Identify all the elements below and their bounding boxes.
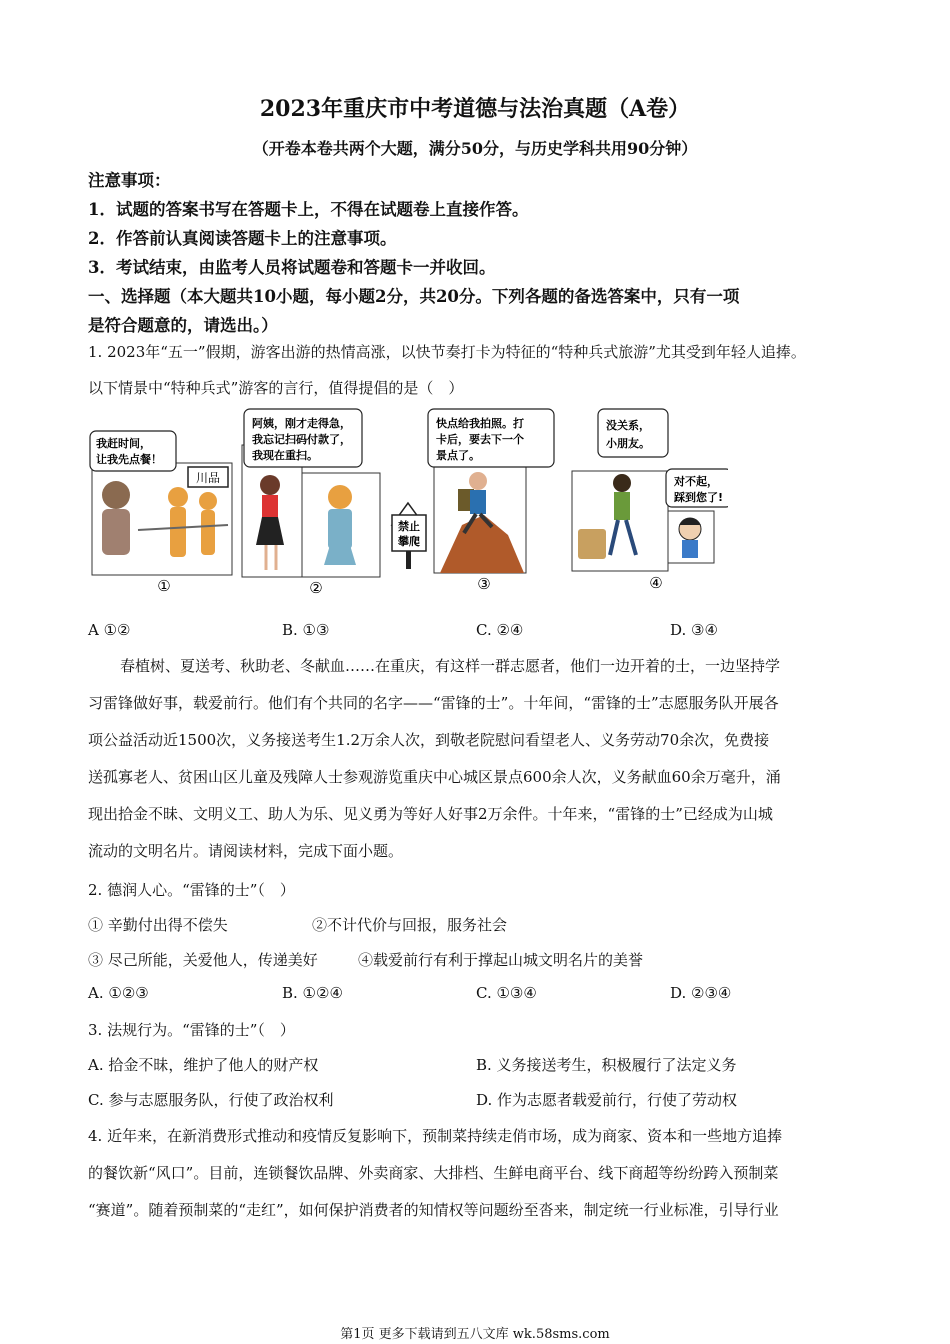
q2-statement: ②不计代价与回报，服务社会 [312,916,508,934]
q2-statement: ④载爱前行有利于撑起山城文明名片的美誉 [358,951,644,969]
q3-stem: 3. 法规行为。“雷锋的士”（ ） [88,1021,295,1039]
svg-text:踩到您了!: 踩到您了! [674,491,724,504]
scene-label: ② [309,579,323,595]
scene-3 [428,409,554,573]
material-line: 现出拾金不昧、文明义工、助人为乐、见义勇为等好人好事2万余件。十年来，“雷锋的士”已经成为山城 [88,805,773,823]
no-climbing-sign [392,503,426,569]
q2-option-a: A. ①②③ [88,984,149,1002]
svg-text:没关系，: 没关系， [606,419,650,432]
notes-item: 1．试题的答案书写在答题卡上，不得在试题卷上直接作答。 [88,200,529,219]
q1-stem-line2: 以下情景中“特种兵式”游客的言行，值得提倡的是（ ） [88,379,464,397]
scene-label: ③ [477,575,491,593]
scene-label: ① [157,577,171,595]
material-line: 项公益活动近1500次，义务接送考生1.2万余人次，到敬老院慰问看望老人、义务劳动70余次，免费接 [88,731,770,749]
q1-illustration [88,405,728,595]
q4-line: 的餐饮新“风口”。目前，连锁餐饮品牌、外卖商家、大排档、生鲜电商平台、线下商超等纷纷跨入预制菜 [88,1164,779,1182]
svg-text:小朋友。: 小朋友。 [606,437,650,450]
scene-2 [242,409,380,577]
restaurant-board-text: 川品 [195,471,221,485]
material-line: 流动的文明名片。请阅读材料，完成下面小题。 [88,842,404,860]
section-heading-line1: 一、选择题（本大题共10小题，每小题2分，共20分。下列各题的备选答案中，只有一项 [88,287,740,306]
material-line: 送孤寡老人、贫困山区儿童及残障人士参观游览重庆中心城区景点600余人次，义务献血60余万毫升，涌 [88,768,781,786]
q1-option-c: C. ②④ [476,621,524,639]
q2-stem: 2. 德润人心。“雷锋的士”（ ） [88,881,295,899]
q3-option-c: C. 参与志愿服务队，行使了政治权利 [88,1091,334,1109]
q3-option-d: D. 作为志愿者载爱前行，行使了劳动权 [476,1091,738,1109]
page-subtitle: （开卷本卷共两个大题，满分50分，与历史学科共用90分钟） [252,139,698,158]
q2-option-c: C. ①③④ [476,984,537,1002]
scene-4 [572,409,728,571]
section-heading-line2: 是符合题意的，请选出。） [88,316,278,335]
q1-option-a: A ①② [88,621,131,639]
page-footer: 第1页 更多下载请到五八文库 wk.58sms.com [340,1327,610,1342]
scene-1 [90,431,232,575]
q1-option-b: B. ①③ [282,621,330,639]
svg-text:攀爬: 攀爬 [398,535,420,548]
svg-text:我忘记扫码付款了，: 我忘记扫码付款了， [252,433,351,446]
svg-text:我赶时间，: 我赶时间， [96,437,151,450]
notes-item: 3．考试结束，由监考人员将试题卷和答题卡一并收回。 [88,258,496,277]
q4-line: 4. 近年来，在新消费形式推动和疫情反复影响下，预制菜持续走俏市场，成为商家、资本和一些地方追捧 [88,1127,783,1145]
q3-option-a: A. 拾金不昧，维护了他人的财产权 [88,1056,319,1074]
q2-option-d: D. ②③④ [670,984,732,1002]
q2-statement: ③ 尽己所能，关爱他人，传递美好 [88,951,318,969]
svg-text:卡后，要去下一个: 卡后，要去下一个 [436,433,524,446]
material-line: 春植树、夏送考、秋助老、冬献血……在重庆，有这样一群志愿者，他们一边开着的士，一边坚持学 [120,657,781,675]
notes-heading: 注意事项： [88,171,171,190]
svg-text:景点了。: 景点了。 [436,449,480,462]
page-title: 2023年重庆市中考道德与法治真题（A卷） [259,96,691,122]
material-line: 习雷锋做好事，载爱前行。他们有个共同的名字——“雷锋的士”。十年间，“雷锋的士”志愿服务队开展各 [88,694,779,712]
svg-text:让我先点餐！: 让我先点餐！ [96,453,162,466]
svg-text:我现在重扫。: 我现在重扫。 [252,449,318,462]
svg-text:禁止: 禁止 [398,520,420,533]
q1-option-d: D. ③④ [670,621,718,639]
q4-line: “赛道”。随着预制菜的“走红”，如何保护消费者的知情权等问题纷至沓来，制定统一行业标准，引导行业 [88,1201,779,1219]
q3-option-b: B. 义务接送考生，积极履行了法定义务 [476,1056,737,1074]
q1-stem-line1: 1. 2023年“五一”假期，游客出游的热情高涨，以快节奏打卡为特征的“特种兵式旅游”尤其受到年轻人追捧。 [88,343,806,361]
q2-option-b: B. ①②④ [282,984,343,1002]
q2-statement: ① 辛勤付出得不偿失 [88,916,228,934]
svg-text:阿姨，刚才走得急，: 阿姨，刚才走得急， [252,417,351,430]
notes-item: 2．作答前认真阅读答题卡上的注意事项。 [88,229,397,248]
scene-label: ④ [649,574,663,592]
svg-text:对不起，: 对不起， [674,475,718,488]
svg-text:快点给我拍照。打: 快点给我拍照。打 [436,417,524,430]
